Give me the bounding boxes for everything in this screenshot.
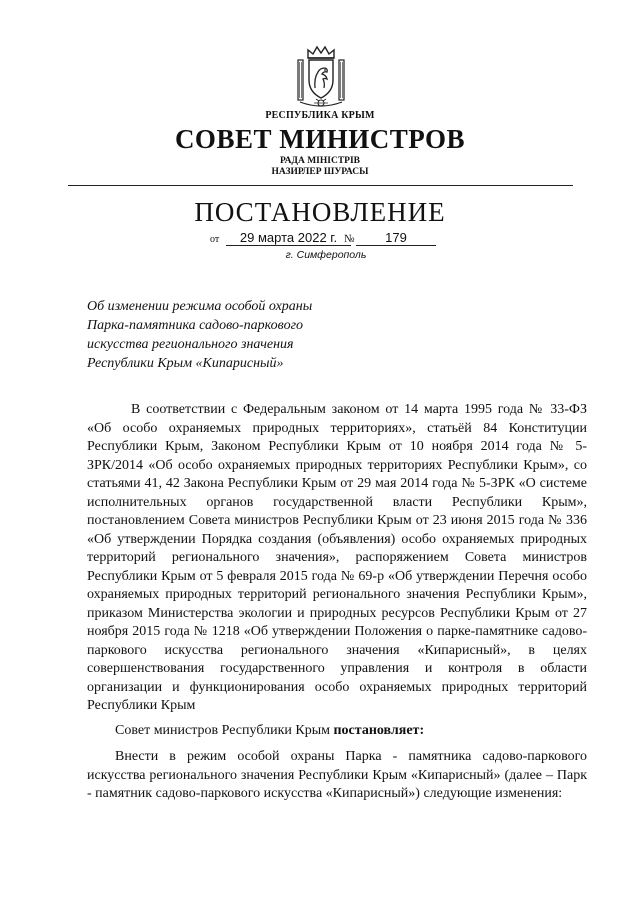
subject-line: Об изменении режима особой охраны <box>87 299 313 314</box>
decree-date: 29 марта 2022 г. <box>226 230 351 246</box>
amendment-paragraph: Внести в режим особой охраны Парка - памятника садово-паркового искусства регионального значения Республики Крым «Кипарисный» (далее – Парк - памятник садово-паркового искусства «Кипарисный») следующие изменения: <box>87 749 587 801</box>
resolution-prefix: Совет министров Республики Крым <box>115 723 334 738</box>
republic-name: РЕСПУБЛИКА КРЫМ <box>265 110 375 121</box>
subject-line: Парка-памятника садово-паркового <box>87 318 304 333</box>
header-divider <box>68 185 573 186</box>
decree-subject <box>87 297 387 373</box>
subject-line: Республики Крым «Кипарисный» <box>87 356 284 371</box>
number-sign: № <box>344 233 355 245</box>
date-prefix: от <box>210 234 220 245</box>
crimea-coat-of-arms-icon <box>292 44 350 108</box>
decree-date-number-line <box>210 230 440 250</box>
decree-number: 179 <box>356 230 436 246</box>
resolution-suffix: : <box>419 723 425 738</box>
council-title-crimean-tatar: НАЗИРЛЕР ШУРАСЫ <box>271 167 369 177</box>
subject-line: искусства регионального значения <box>87 337 294 352</box>
decree-city: г. Симферополь <box>285 249 367 261</box>
resolution-paragraph <box>87 722 587 741</box>
council-title: СОВЕТ МИНИСТРОВ <box>174 124 466 154</box>
resolution-keyword: постановляет <box>333 723 420 738</box>
preamble-paragraph: В соответствии с Федеральным законом от 14 марта 1995 года № 33-ФЗ «Об особо охраняемых природных территориях», статьёй 84 Конституции Республики Крым, Законом Республики Крым от 10 ноября 2014 года № 5-ЗРК/2014 «Об особо охраняемых природных территориях Республики Крым», со статьями 41, 42 Закона Республики Крым от 29 мая 2014 года № 5-ЗРК «О системе исполнительных органов государственной власти Республики Крым», постановлением Совета министров Республики Крым от 23 июня 2015 года № 336 «Об утверждении Порядка создания (объявления) особо охраняемых природных территорий регионального значения», распоряжением Совета министров Республики Крым от 5 февраля 2015 года № 69-р «Об утверждении Перечня особо охраняемых природных территорий регионального значения Республики Крым», приказом Министерства экологии и природных ресурсов Республики Крым от 27 ноября 2015 года № 1218 «Об утверждении Положения о парке-памятнике садово-паркового искусства регионального значения «Кипарисный», в целях совершенствования государственного управления и контроля в области организации и функционирования особо охраняемых природных территорий Республики Крым <box>87 402 587 713</box>
decree-title: ПОСТАНОВЛЕНИЕ <box>194 197 446 227</box>
council-title-ukrainian: РАДА МІНІСТРІВ <box>279 156 360 166</box>
